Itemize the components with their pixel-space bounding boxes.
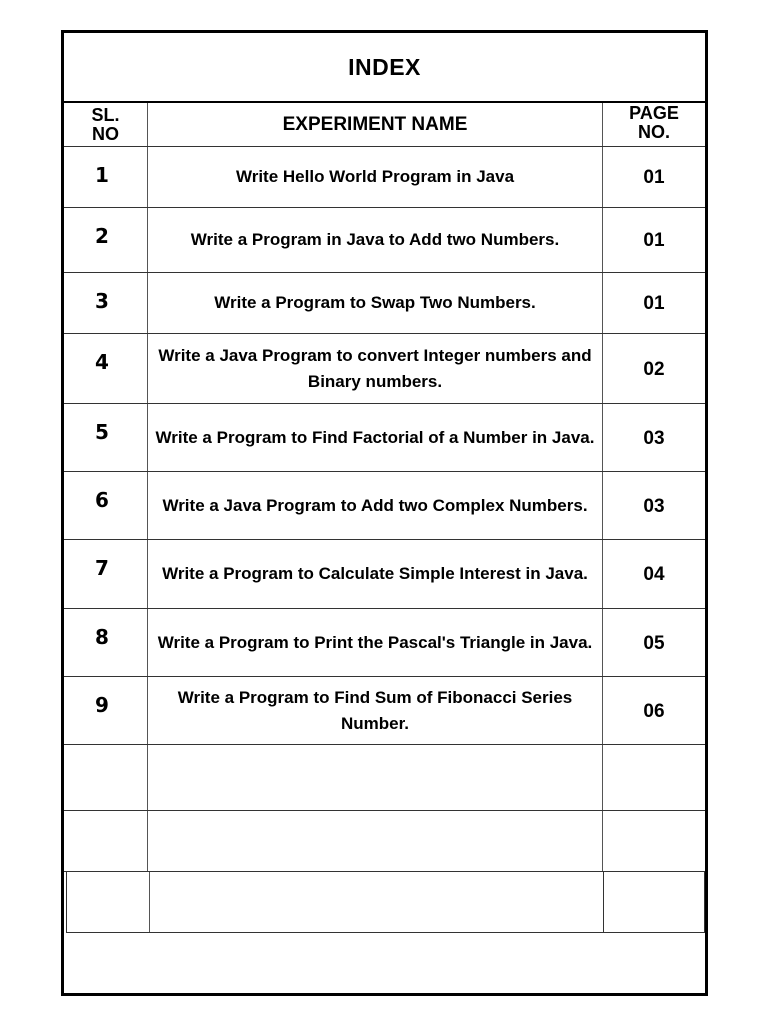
row-experiment-name [148, 811, 603, 871]
header-sl-no-line1: SL. [91, 104, 120, 125]
row-sl-no: 5 [64, 404, 148, 471]
row-page-no: 01 [643, 230, 665, 251]
row-page-no [604, 872, 704, 932]
row-sl-no [67, 872, 150, 932]
row-sl-no [64, 811, 148, 871]
table-row-empty [64, 745, 705, 811]
header-sl-no-line2: NO [92, 123, 119, 144]
table-row-empty [64, 811, 705, 872]
row-page-no [603, 745, 705, 810]
row-sl-no: 2 [64, 208, 148, 272]
row-page-no: 04 [643, 564, 665, 585]
header-page-no-line1: PAGE [629, 102, 679, 123]
table-row [64, 208, 705, 273]
row-page-no: 03 [643, 495, 665, 517]
index-table [64, 103, 705, 933]
header-sl-no [64, 103, 148, 146]
row-sl-no: 4 [64, 334, 148, 403]
row-page-no: 01 [643, 167, 665, 188]
row-experiment-name: Write a Program in Java to Add two Numbers. [148, 208, 603, 272]
row-experiment-name: Write a Java Program to Add two Complex Numbers. [148, 472, 603, 539]
table-row [64, 472, 705, 540]
header-page-no-line2: NO. [637, 121, 670, 142]
row-experiment-name: Write a Program to Find Factorial of a Number in Java. [148, 404, 603, 471]
row-experiment-name: Write a Program to Find Sum of Fibonacci Series Number. [148, 677, 603, 744]
table-row [64, 609, 705, 677]
table-row [64, 147, 705, 208]
index-page-frame [61, 30, 708, 996]
header-page-no [603, 103, 705, 146]
table-row [64, 273, 705, 334]
table-row [64, 677, 705, 745]
row-experiment-name [148, 745, 603, 810]
table-header-row [64, 103, 705, 147]
row-experiment-name: Write a Program to Calculate Simple Interest in Java. [148, 540, 603, 608]
row-page-no: 01 [643, 293, 665, 314]
table-row [64, 404, 705, 472]
row-experiment-name: Write a Program to Print the Pascal's Triangle in Java. [148, 609, 603, 676]
row-sl-no: 9 [64, 677, 148, 744]
table-row-empty [66, 872, 705, 933]
table-row [64, 540, 705, 609]
row-experiment-name: Write a Program to Swap Two Numbers. [148, 273, 603, 333]
row-page-no: 05 [643, 632, 665, 654]
row-page-no [603, 811, 705, 871]
row-sl-no [64, 745, 148, 810]
index-title: INDEX [64, 33, 705, 103]
row-sl-no: 1 [64, 147, 148, 207]
table-row [64, 334, 705, 404]
row-page-no: 06 [643, 700, 665, 722]
row-experiment-name [150, 872, 604, 932]
row-page-no: 02 [643, 358, 665, 380]
row-sl-no: 7 [64, 540, 148, 608]
header-experiment-name: EXPERIMENT NAME [148, 103, 603, 146]
row-page-no: 03 [643, 427, 665, 449]
row-sl-no: 3 [64, 273, 148, 333]
row-sl-no: 6 [64, 472, 148, 539]
row-experiment-name: Write a Java Program to convert Integer numbers and Binary numbers. [148, 334, 603, 403]
row-experiment-name: Write Hello World Program in Java [148, 147, 603, 207]
row-sl-no: 8 [64, 609, 148, 676]
